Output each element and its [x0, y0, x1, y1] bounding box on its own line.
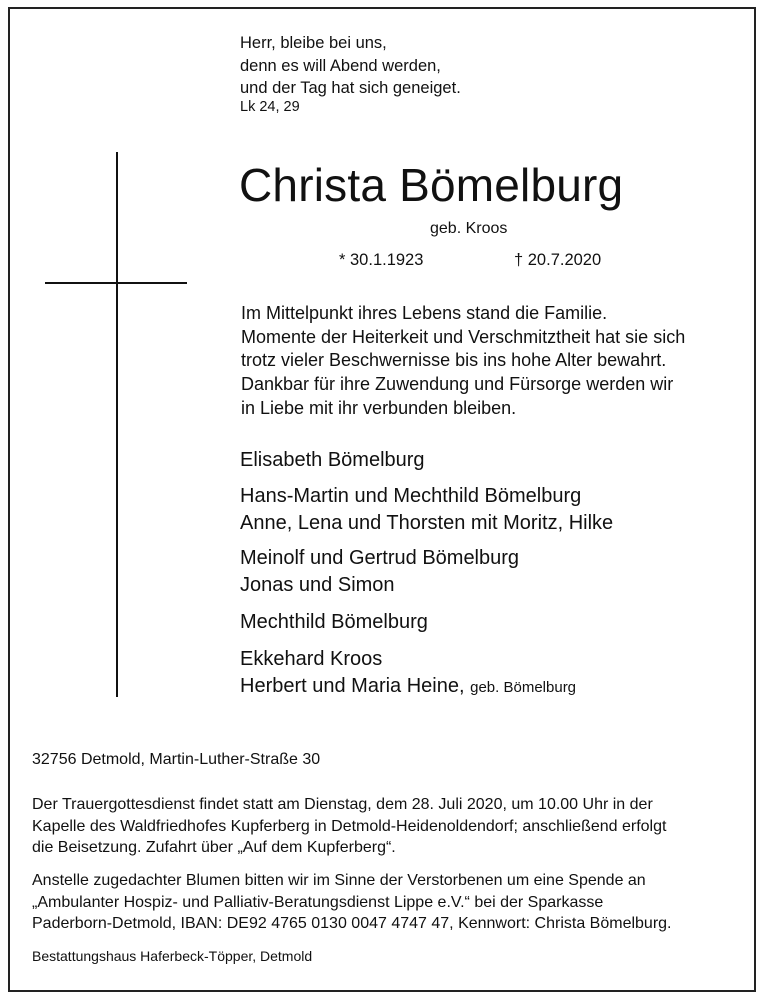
- verse-line: Herr, bleibe bei uns,: [240, 34, 387, 52]
- cross-icon: [116, 152, 118, 697]
- mourner-group: [240, 646, 576, 701]
- mourner-group: [240, 447, 425, 474]
- mourner-group: [240, 483, 613, 537]
- donation-line: „Ambulanter Hospiz- und Palliativ-Beratungsdienst Lippe e.V.“ bei der Sparkasse: [32, 893, 604, 911]
- death-date: † 20.7.2020: [514, 251, 602, 269]
- eulogy-text: [241, 302, 685, 421]
- mourning-address: 32756 Detmold, Martin-Luther-Straße 30: [32, 751, 321, 768]
- birth-date: * 30.1.1923: [339, 251, 424, 269]
- mourner-group: [240, 609, 428, 636]
- service-line: Kapelle des Waldfriedhofes Kupferberg in Detmold-Heidenoldendorf; anschließend erfolgt: [32, 817, 667, 835]
- service-line: die Beisetzung. Zufahrt über „Auf dem Kupferberg“.: [32, 839, 396, 857]
- eulogy-line: in Liebe mit ihr verbunden bleiben.: [241, 397, 517, 418]
- verse-reference: Lk 24, 29: [240, 99, 300, 115]
- mourner-line: Hans-Martin und Mechthild Bömelburg: [240, 485, 582, 507]
- deceased-name: Christa Bömelburg: [239, 159, 624, 211]
- verse-line: denn es will Abend werden,: [240, 56, 441, 75]
- cross-icon-bar: [45, 282, 187, 284]
- maiden-name-note: geb. Bömelburg: [470, 679, 577, 696]
- service-line: Der Trauergottesdienst findet statt am Dienstag, dem 28. Juli 2020, um 10.00 Uhr in der: [32, 796, 653, 813]
- mourner-group: [240, 545, 519, 599]
- mourner-line: Mechthild Bömelburg: [240, 611, 428, 633]
- eulogy-line: Momente der Heiterkeit und Verschmitztheit hat sie sich: [241, 326, 686, 347]
- mourner-line: Anne, Lena und Thorsten mit Moritz, Hilke: [240, 512, 614, 534]
- mourner-names: Herbert und Maria Heine,: [240, 675, 465, 697]
- mourner-line: Elisabeth Bömelburg: [240, 449, 425, 471]
- mourner-line: Jonas und Simon: [240, 574, 395, 596]
- mourner-line: [240, 673, 576, 701]
- eulogy-line: Im Mittelpunkt ihres Lebens stand die Familie.: [241, 303, 608, 323]
- maiden-name: geb. Kroos: [430, 220, 508, 237]
- undertaker: Bestattungshaus Haferbeck-Töpper, Detmold: [32, 948, 313, 964]
- mourner-line: Ekkehard Kroos: [240, 648, 383, 670]
- donation-info: [32, 870, 672, 935]
- mourner-line: Meinolf und Gertrud Bömelburg: [240, 547, 520, 569]
- bible-verse: [240, 32, 461, 100]
- eulogy-line: trotz vieler Beschwernisse bis ins hohe Alter bewahrt.: [241, 350, 667, 371]
- service-info: [32, 794, 666, 859]
- donation-line: Anstelle zugedachter Blumen bitten wir im Sinne der Verstorbenen um eine Spende an: [32, 872, 646, 889]
- eulogy-line: Dankbar für ihre Zuwendung und Fürsorge werden wir: [241, 374, 674, 395]
- verse-line: und der Tag hat sich geneiget.: [240, 79, 461, 97]
- donation-line: Paderborn-Detmold, IBAN: DE92 4765 0130 0047 4747 47, Kennwort: Christa Bömelburg.: [32, 915, 672, 933]
